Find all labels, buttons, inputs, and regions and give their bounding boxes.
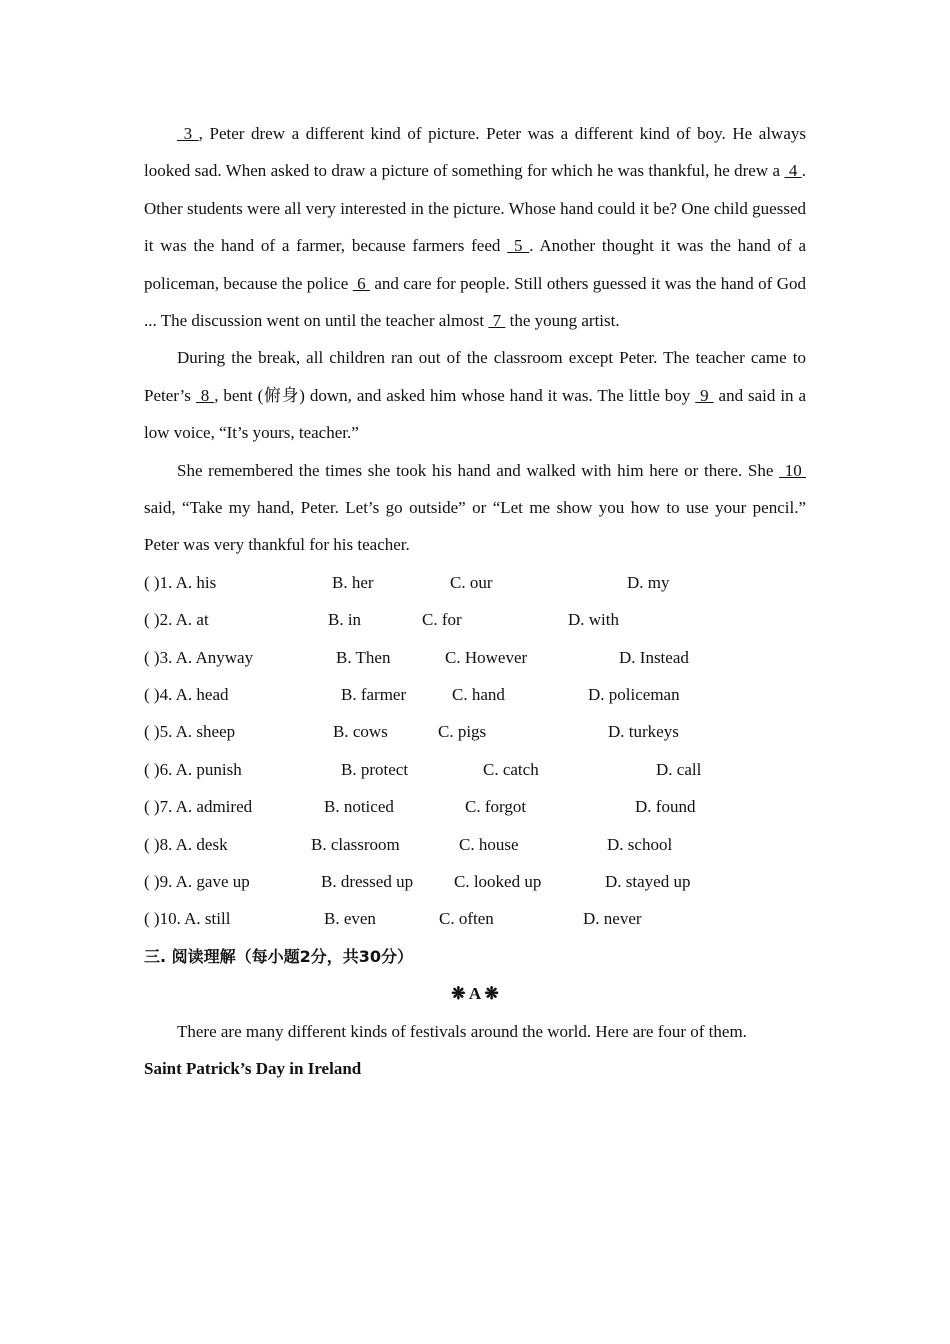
option-c: C. often [439, 909, 494, 929]
question-stem: ( )1. A. his [144, 572, 217, 592]
passage-text: . Other students were all very interested in the picture. Whose hand could it be? One child guessed it was the hand of a farmer, because farmers feed [144, 161, 806, 256]
passage-paragraph-3 [144, 452, 806, 564]
option-c: C. our [450, 572, 493, 592]
option-d: D. Instead [619, 647, 689, 667]
question-row [144, 788, 806, 825]
option-b: B. farmer [341, 685, 407, 705]
blank-5: 5 [507, 236, 530, 256]
worksheet-page [144, 115, 806, 1087]
option-d: D. school [607, 834, 673, 854]
question-stem: ( )6. A. punish [144, 759, 242, 779]
question-row [144, 900, 806, 937]
blank-7: 7 [488, 311, 506, 331]
option-c: C. catch [483, 759, 539, 779]
option-d: D. found [635, 797, 696, 817]
question-stem: ( )5. A. sheep [144, 722, 236, 742]
passage-text: . Another thought it was the hand of a policeman, because the police [144, 236, 807, 293]
question-row [144, 863, 806, 900]
option-d: D. turkeys [608, 722, 679, 742]
reading-subheading: Saint Patrick’s Day in Ireland [144, 1058, 362, 1078]
reading-intro: There are many different kinds of festivals around the world. Here are four of them. [177, 1021, 747, 1041]
option-d: D. never [583, 909, 642, 929]
question-row [144, 713, 806, 750]
question-row [144, 826, 806, 863]
option-c: C. looked up [454, 872, 542, 891]
question-stem: ( )2. A. at [144, 610, 209, 630]
option-b: B. protect [341, 759, 409, 779]
question-stem: ( )3. A. Anyway [144, 647, 254, 667]
blank-8: 8 [195, 385, 215, 405]
question-stem: ( )4. A. head [144, 685, 229, 705]
option-c: C. forgot [465, 797, 527, 817]
question-stem: ( )8. A. desk [144, 834, 228, 854]
passage-text: , Peter drew a different kind of picture. Peter was a different kind of boy. He always looked sad. When asked to draw a picture of something for which he was thankful, he drew a [144, 124, 806, 181]
passage-text: She remembered the times she took his hand and walked with him here or there. She [177, 460, 780, 480]
question-row [144, 676, 806, 713]
part-title: ❋ A ❋ [451, 984, 499, 1004]
option-c: C. However [445, 647, 528, 667]
option-d: D. stayed up [605, 872, 691, 891]
option-b: B. Then [336, 647, 391, 667]
option-b: B. even [324, 909, 376, 929]
option-b: B. her [332, 572, 374, 592]
passage-text: , bent (俯身) down, and asked him whose hand it was. The little boy [214, 385, 696, 405]
question-stem: ( )10. A. still [144, 909, 231, 929]
option-c: C. for [422, 610, 462, 630]
option-c: C. pigs [438, 722, 487, 742]
option-b: B. classroom [311, 834, 400, 854]
option-d: D. my [627, 572, 670, 592]
question-row [144, 751, 806, 788]
passage-paragraph-2 [144, 339, 806, 451]
passage-text: the young artist. [505, 311, 620, 331]
passage-text: said, “Take my hand, Peter. Let’s go outside” or “Let me show you how to use your pencil.” Peter was very thankful for his teacher. [144, 498, 806, 555]
option-d: D. with [568, 610, 619, 630]
option-c: C. hand [452, 685, 505, 705]
option-b: B. dressed up [321, 872, 414, 891]
passage-text: During the break, all children ran out of the classroom except Peter. The teacher came to Peter’s [144, 348, 806, 405]
blank-10: 10 [779, 460, 807, 480]
question-list [144, 564, 806, 938]
option-d: D. call [656, 759, 702, 779]
blank-3: 3 [177, 124, 199, 143]
passage-text: and said in a low voice, “It’s yours, teacher.” [144, 385, 807, 443]
blank-6: 6 [352, 273, 370, 293]
question-stem: ( )7. A. admired [144, 797, 253, 817]
question-row [144, 639, 806, 676]
passage-text: and care for people. Still others guessed it was the hand of God ... The discussion went on until the teacher almost [144, 273, 806, 331]
option-b: B. in [328, 610, 362, 630]
option-d: D. policeman [588, 685, 680, 705]
section-heading: 三. 阅读理解（每小题2分，共30分） [144, 946, 414, 966]
option-c: C. house [459, 834, 519, 854]
question-row [144, 564, 806, 601]
blank-9: 9 [695, 385, 714, 405]
passage-paragraph-1 [144, 115, 806, 339]
question-stem: ( )9. A. gave up [144, 872, 250, 891]
question-row [144, 601, 806, 638]
option-b: B. noticed [324, 797, 394, 817]
option-b: B. cows [333, 722, 388, 742]
blank-4: 4 [784, 161, 802, 181]
